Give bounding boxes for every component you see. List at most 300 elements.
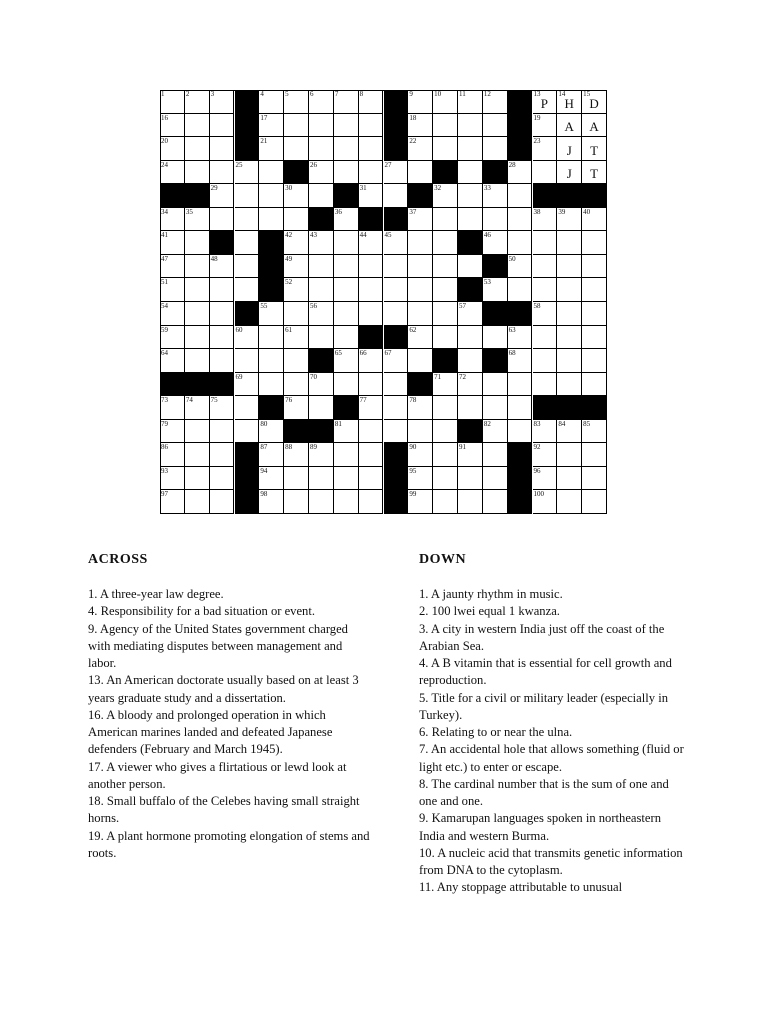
- grid-cell[interactable]: [557, 443, 582, 467]
- grid-cell[interactable]: [433, 114, 458, 138]
- grid-cell[interactable]: [557, 208, 582, 232]
- grid-cell[interactable]: [210, 90, 235, 114]
- grid-cell[interactable]: [582, 114, 607, 138]
- grid-cell[interactable]: [309, 114, 334, 138]
- black-square: [557, 184, 582, 208]
- grid-cell[interactable]: [557, 490, 582, 514]
- grid-cell[interactable]: [235, 326, 260, 350]
- grid-cell[interactable]: [185, 396, 210, 420]
- grid-cell[interactable]: [508, 420, 533, 444]
- grid-cell[interactable]: [160, 326, 185, 350]
- grid-cell[interactable]: [433, 255, 458, 279]
- grid-cell[interactable]: [160, 278, 185, 302]
- grid-cell[interactable]: [533, 420, 558, 444]
- grid-cell[interactable]: [408, 396, 433, 420]
- grid-cell[interactable]: [433, 396, 458, 420]
- grid-cell[interactable]: [582, 161, 607, 185]
- grid-cell[interactable]: [185, 90, 210, 114]
- clue-number: 92: [533, 443, 541, 452]
- grid-cell[interactable]: [384, 255, 409, 279]
- grid-cell[interactable]: [508, 326, 533, 350]
- grid-cell[interactable]: [557, 278, 582, 302]
- grid-cell[interactable]: [284, 278, 309, 302]
- clue-number: 80: [260, 419, 268, 428]
- grid-cell[interactable]: [160, 349, 185, 373]
- grid-cell[interactable]: [309, 90, 334, 114]
- grid-cell[interactable]: [210, 349, 235, 373]
- grid-cell[interactable]: [433, 137, 458, 161]
- grid-cell[interactable]: [309, 467, 334, 491]
- grid-cell[interactable]: [359, 161, 384, 185]
- clue-number: 51: [161, 278, 168, 287]
- grid-cell[interactable]: [384, 302, 409, 326]
- grid-cell[interactable]: [384, 349, 409, 373]
- grid-cell[interactable]: [359, 373, 384, 397]
- grid-cell[interactable]: [483, 278, 508, 302]
- grid-cell[interactable]: [533, 326, 558, 350]
- clue-number: 8: [359, 90, 364, 98]
- grid-cell[interactable]: [235, 349, 260, 373]
- grid-cell[interactable]: [359, 255, 384, 279]
- grid-cell[interactable]: [533, 231, 558, 255]
- grid-cell[interactable]: [160, 137, 185, 161]
- grid-cell[interactable]: [533, 114, 558, 138]
- grid-cell[interactable]: [533, 490, 558, 514]
- grid-cell[interactable]: [334, 467, 359, 491]
- grid-cell[interactable]: [334, 349, 359, 373]
- black-square: [508, 302, 533, 326]
- clue-number: 49: [285, 254, 293, 263]
- black-square: [160, 373, 185, 397]
- grid-cell[interactable]: [259, 137, 284, 161]
- grid-cell[interactable]: [533, 137, 558, 161]
- grid-cell[interactable]: [259, 208, 284, 232]
- black-square: [235, 443, 260, 467]
- grid-cell[interactable]: [235, 184, 260, 208]
- grid-cell[interactable]: [533, 302, 558, 326]
- grid-cell[interactable]: [433, 443, 458, 467]
- grid-cell[interactable]: [408, 278, 433, 302]
- grid-cell[interactable]: [582, 443, 607, 467]
- grid-cell[interactable]: [210, 137, 235, 161]
- grid-cell[interactable]: [433, 208, 458, 232]
- grid-cell[interactable]: [334, 373, 359, 397]
- grid-cell[interactable]: [334, 231, 359, 255]
- black-square: [433, 349, 458, 373]
- grid-cell[interactable]: [458, 326, 483, 350]
- grid-cell[interactable]: [210, 302, 235, 326]
- grid-cell[interactable]: [408, 161, 433, 185]
- grid-cell[interactable]: [557, 420, 582, 444]
- grid-cell[interactable]: [458, 302, 483, 326]
- grid-cell[interactable]: [408, 490, 433, 514]
- grid-cell[interactable]: [384, 184, 409, 208]
- grid-cell[interactable]: [210, 255, 235, 279]
- grid-cell[interactable]: [483, 420, 508, 444]
- grid-cell[interactable]: [433, 90, 458, 114]
- grid-cell[interactable]: [582, 278, 607, 302]
- grid-cell[interactable]: [334, 443, 359, 467]
- grid-cell[interactable]: [235, 278, 260, 302]
- black-square: [458, 278, 483, 302]
- grid-cell[interactable]: [408, 443, 433, 467]
- grid-cell[interactable]: [508, 161, 533, 185]
- across-clue: 4. Responsibility for a bad situation or event.: [88, 604, 316, 619]
- grid-cell[interactable]: [160, 90, 185, 114]
- grid-cell[interactable]: [359, 114, 384, 138]
- grid-cell[interactable]: [582, 302, 607, 326]
- grid-cell[interactable]: [259, 184, 284, 208]
- clue-number: 6: [310, 90, 314, 98]
- grid-cell[interactable]: [508, 278, 533, 302]
- grid-cell[interactable]: [408, 137, 433, 161]
- grid-cell[interactable]: [210, 467, 235, 491]
- grid-cell[interactable]: [309, 161, 334, 185]
- grid-cell[interactable]: [533, 349, 558, 373]
- grid-cell[interactable]: [557, 467, 582, 491]
- grid-cell[interactable]: [433, 467, 458, 491]
- grid-cell[interactable]: [582, 326, 607, 350]
- grid-cell[interactable]: [334, 278, 359, 302]
- grid-cell[interactable]: [557, 302, 582, 326]
- clue-number: 75: [210, 396, 218, 405]
- grid-cell[interactable]: [210, 420, 235, 444]
- grid-cell[interactable]: [359, 184, 384, 208]
- grid-cell[interactable]: [359, 396, 384, 420]
- grid-cell[interactable]: [582, 208, 607, 232]
- grid-cell[interactable]: [210, 490, 235, 514]
- grid-cell[interactable]: [259, 326, 284, 350]
- grid-cell[interactable]: [284, 443, 309, 467]
- grid-cell[interactable]: [384, 278, 409, 302]
- grid-cell[interactable]: [160, 208, 185, 232]
- grid-cell[interactable]: [533, 373, 558, 397]
- grid-cell[interactable]: [557, 326, 582, 350]
- black-square: [384, 114, 409, 138]
- grid-cell[interactable]: [359, 467, 384, 491]
- grid-cell[interactable]: [408, 302, 433, 326]
- grid-cell[interactable]: [458, 184, 483, 208]
- grid-cell[interactable]: [458, 443, 483, 467]
- grid-cell[interactable]: [334, 255, 359, 279]
- black-square: [259, 231, 284, 255]
- grid-cell[interactable]: [408, 349, 433, 373]
- grid-cell[interactable]: [458, 114, 483, 138]
- grid-cell[interactable]: [309, 278, 334, 302]
- grid-cell[interactable]: [557, 231, 582, 255]
- grid-cell[interactable]: [259, 420, 284, 444]
- grid-cell[interactable]: [359, 490, 384, 514]
- grid-cell[interactable]: [433, 490, 458, 514]
- grid-cell[interactable]: [433, 184, 458, 208]
- grid-cell[interactable]: [508, 231, 533, 255]
- grid-cell[interactable]: [235, 420, 260, 444]
- grid-cell[interactable]: [259, 161, 284, 185]
- grid-cell[interactable]: [309, 396, 334, 420]
- grid-cell[interactable]: [309, 137, 334, 161]
- grid-cell[interactable]: [235, 255, 260, 279]
- grid-cell[interactable]: [557, 90, 582, 114]
- grid-cell[interactable]: [483, 467, 508, 491]
- grid-cell[interactable]: [210, 278, 235, 302]
- grid-cell[interactable]: [309, 326, 334, 350]
- grid-cell[interactable]: [408, 208, 433, 232]
- grid-cell[interactable]: [160, 302, 185, 326]
- grid-cell[interactable]: [483, 114, 508, 138]
- grid-cell[interactable]: [582, 467, 607, 491]
- grid-cell[interactable]: [458, 349, 483, 373]
- grid-cell[interactable]: [533, 443, 558, 467]
- grid-cell[interactable]: [334, 420, 359, 444]
- grid-cell[interactable]: [582, 231, 607, 255]
- grid-cell[interactable]: [334, 161, 359, 185]
- grid-cell[interactable]: [235, 208, 260, 232]
- grid-cell[interactable]: [533, 255, 558, 279]
- grid-cell[interactable]: [508, 255, 533, 279]
- grid-cell[interactable]: [334, 114, 359, 138]
- grid-cell[interactable]: [334, 302, 359, 326]
- grid-cell[interactable]: [334, 208, 359, 232]
- grid-cell[interactable]: [235, 373, 260, 397]
- grid-cell[interactable]: [533, 467, 558, 491]
- grid-cell[interactable]: [384, 373, 409, 397]
- grid-cell[interactable]: [284, 255, 309, 279]
- grid-cell[interactable]: [458, 373, 483, 397]
- grid-cell[interactable]: [185, 326, 210, 350]
- grid-cell[interactable]: [458, 90, 483, 114]
- grid-cell[interactable]: [433, 231, 458, 255]
- grid-cell[interactable]: [185, 467, 210, 491]
- grid-cell[interactable]: [582, 373, 607, 397]
- grid-cell[interactable]: [284, 396, 309, 420]
- grid-cell[interactable]: [185, 161, 210, 185]
- grid-cell[interactable]: [359, 349, 384, 373]
- grid-cell[interactable]: [259, 302, 284, 326]
- clue-number: 93: [161, 466, 168, 475]
- grid-cell[interactable]: [185, 208, 210, 232]
- grid-cell[interactable]: [160, 396, 185, 420]
- grid-cell[interactable]: [483, 326, 508, 350]
- grid-cell[interactable]: [582, 255, 607, 279]
- grid-cell[interactable]: [384, 420, 409, 444]
- grid-cell[interactable]: [210, 114, 235, 138]
- grid-cell[interactable]: [408, 255, 433, 279]
- grid-cell[interactable]: [235, 161, 260, 185]
- grid-cell[interactable]: [508, 349, 533, 373]
- grid-cell[interactable]: [458, 255, 483, 279]
- grid-cell[interactable]: [185, 278, 210, 302]
- grid-cell[interactable]: [210, 326, 235, 350]
- grid-cell[interactable]: [557, 255, 582, 279]
- across-clue: 9. Agency of the United States government charged with mediating disputes between management and labor.: [88, 621, 348, 670]
- grid-cell[interactable]: [433, 420, 458, 444]
- grid-cell[interactable]: [309, 302, 334, 326]
- black-square: [259, 396, 284, 420]
- clue-number: 87: [260, 443, 268, 452]
- grid-cell[interactable]: [458, 490, 483, 514]
- grid-cell[interactable]: [359, 302, 384, 326]
- grid-cell[interactable]: [408, 420, 433, 444]
- black-square: [235, 90, 260, 114]
- grid-cell[interactable]: [458, 467, 483, 491]
- grid-cell[interactable]: [408, 90, 433, 114]
- grid-cell[interactable]: [284, 231, 309, 255]
- grid-cell[interactable]: [309, 184, 334, 208]
- grid-cell[interactable]: [259, 90, 284, 114]
- clue-number: 40: [583, 207, 591, 216]
- grid-cell[interactable]: [483, 373, 508, 397]
- grid-cell[interactable]: [160, 443, 185, 467]
- grid-cell[interactable]: [185, 420, 210, 444]
- grid-cell[interactable]: [334, 490, 359, 514]
- across-clue: 13. An American doctorate usually based on at least 3 years graduate study and a dissertation.: [88, 673, 359, 705]
- black-square: [284, 161, 309, 185]
- grid-cell[interactable]: [185, 302, 210, 326]
- grid-cell[interactable]: [533, 208, 558, 232]
- grid-cell[interactable]: [359, 137, 384, 161]
- grid-cell[interactable]: [408, 114, 433, 138]
- grid-cell[interactable]: [458, 137, 483, 161]
- down-clue: 10. A nucleic acid that transmits genetic information from DNA to the cytoplasm.: [419, 845, 683, 877]
- grid-cell[interactable]: [259, 373, 284, 397]
- grid-cell[interactable]: [284, 184, 309, 208]
- grid-cell[interactable]: [384, 161, 409, 185]
- grid-cell[interactable]: [185, 349, 210, 373]
- grid-cell[interactable]: [557, 161, 582, 185]
- grid-cell[interactable]: [582, 137, 607, 161]
- grid-cell[interactable]: [433, 326, 458, 350]
- grid-cell[interactable]: [359, 278, 384, 302]
- grid-cell[interactable]: [433, 302, 458, 326]
- grid-cell[interactable]: [160, 231, 185, 255]
- grid-cell[interactable]: [508, 373, 533, 397]
- grid-cell[interactable]: [582, 90, 607, 114]
- grid-cell[interactable]: [508, 184, 533, 208]
- grid-cell[interactable]: [508, 208, 533, 232]
- grid-cell[interactable]: [259, 490, 284, 514]
- grid-cell[interactable]: [557, 114, 582, 138]
- grid-cell[interactable]: [259, 467, 284, 491]
- grid-cell[interactable]: [384, 396, 409, 420]
- grid-cell[interactable]: [185, 137, 210, 161]
- grid-cell[interactable]: [284, 302, 309, 326]
- grid-cell[interactable]: [483, 208, 508, 232]
- clue-number: 41: [161, 231, 168, 240]
- grid-cell[interactable]: [309, 231, 334, 255]
- grid-cell[interactable]: [259, 443, 284, 467]
- grid-cell[interactable]: [334, 90, 359, 114]
- grid-cell[interactable]: [185, 255, 210, 279]
- grid-cell[interactable]: [185, 231, 210, 255]
- grid-cell[interactable]: [185, 490, 210, 514]
- grid-cell[interactable]: [185, 114, 210, 138]
- grid-cell[interactable]: [483, 184, 508, 208]
- grid-cell[interactable]: [557, 137, 582, 161]
- grid-cell[interactable]: [309, 490, 334, 514]
- black-square: [210, 373, 235, 397]
- grid-cell[interactable]: [284, 114, 309, 138]
- grid-cell[interactable]: [334, 326, 359, 350]
- clue-number: 94: [260, 466, 268, 475]
- grid-cell[interactable]: [309, 443, 334, 467]
- grid-cell[interactable]: [483, 231, 508, 255]
- grid-cell[interactable]: [408, 326, 433, 350]
- clue-number: 28: [508, 160, 516, 169]
- grid-cell[interactable]: [160, 114, 185, 138]
- grid-cell[interactable]: [210, 208, 235, 232]
- grid-cell[interactable]: [160, 490, 185, 514]
- grid-cell[interactable]: [210, 184, 235, 208]
- grid-cell[interactable]: [533, 90, 558, 114]
- grid-cell[interactable]: [284, 208, 309, 232]
- grid-cell[interactable]: [433, 278, 458, 302]
- grid-cell[interactable]: [235, 396, 260, 420]
- grid-cell[interactable]: [582, 490, 607, 514]
- grid-cell[interactable]: [284, 349, 309, 373]
- grid-cell[interactable]: [359, 420, 384, 444]
- grid-cell[interactable]: [309, 255, 334, 279]
- grid-cell[interactable]: [483, 443, 508, 467]
- grid-cell[interactable]: [458, 396, 483, 420]
- grid-cell[interactable]: [483, 137, 508, 161]
- grid-cell[interactable]: [160, 161, 185, 185]
- clue-number: 11: [459, 90, 466, 98]
- grid-cell[interactable]: [582, 349, 607, 373]
- grid-cell[interactable]: [160, 255, 185, 279]
- grid-cell[interactable]: [160, 467, 185, 491]
- entered-letter: T: [590, 142, 599, 158]
- grid-cell[interactable]: [284, 467, 309, 491]
- grid-cell[interactable]: [284, 137, 309, 161]
- grid-cell[interactable]: [458, 208, 483, 232]
- grid-cell[interactable]: [284, 326, 309, 350]
- grid-cell[interactable]: [359, 90, 384, 114]
- clue-number: 47: [161, 254, 168, 263]
- grid-cell[interactable]: [408, 231, 433, 255]
- grid-cell[interactable]: [309, 373, 334, 397]
- grid-cell[interactable]: [235, 231, 260, 255]
- grid-cell[interactable]: [160, 420, 185, 444]
- grid-cell[interactable]: [483, 90, 508, 114]
- grid-cell[interactable]: [483, 396, 508, 420]
- grid-cell[interactable]: [359, 443, 384, 467]
- grid-cell[interactable]: [259, 349, 284, 373]
- grid-cell[interactable]: [582, 420, 607, 444]
- grid-cell[interactable]: [408, 467, 433, 491]
- grid-cell[interactable]: [210, 396, 235, 420]
- grid-cell[interactable]: [508, 396, 533, 420]
- grid-cell[interactable]: [284, 90, 309, 114]
- grid-cell[interactable]: [210, 161, 235, 185]
- grid-cell[interactable]: [334, 137, 359, 161]
- grid-cell[interactable]: [359, 231, 384, 255]
- grid-cell[interactable]: [533, 278, 558, 302]
- grid-cell[interactable]: [483, 490, 508, 514]
- grid-cell[interactable]: [284, 373, 309, 397]
- grid-cell[interactable]: [185, 443, 210, 467]
- grid-cell[interactable]: [210, 443, 235, 467]
- grid-cell[interactable]: [284, 490, 309, 514]
- entered-letter: P: [540, 95, 549, 111]
- grid-cell[interactable]: [557, 349, 582, 373]
- clue-number: 7: [334, 90, 339, 98]
- grid-cell[interactable]: [433, 373, 458, 397]
- grid-cell[interactable]: [533, 161, 558, 185]
- grid-cell[interactable]: [557, 373, 582, 397]
- grid-cell[interactable]: [259, 114, 284, 138]
- grid-cell[interactable]: [458, 161, 483, 185]
- grid-cell[interactable]: [384, 231, 409, 255]
